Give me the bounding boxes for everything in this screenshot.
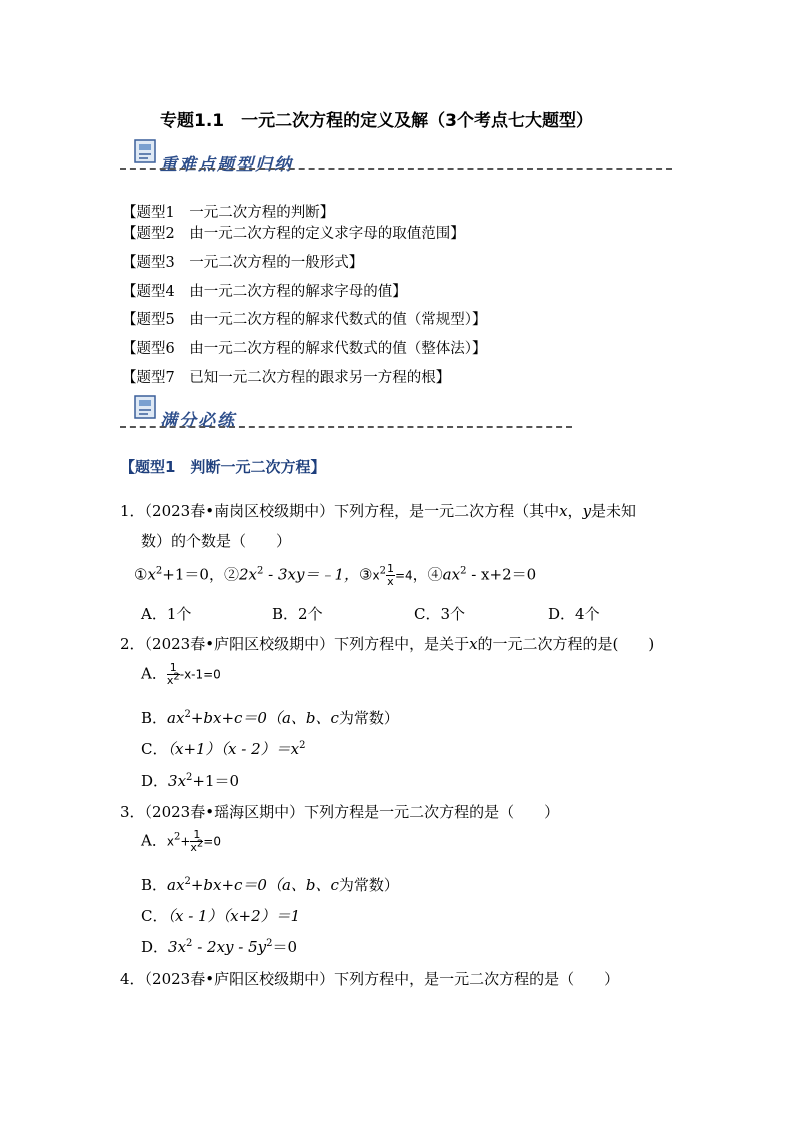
item-marker: ① [134, 565, 148, 584]
equation-term: 3x [168, 938, 187, 956]
exponent: 2 [155, 565, 163, 577]
section-divider [120, 426, 572, 428]
item-marker: ④ [427, 565, 443, 584]
question-text: 2．（2023春•庐阳区校级期中）下列方程中，是关于 [120, 635, 470, 653]
option-label: B． [141, 709, 168, 727]
equation-term: =4 [394, 568, 413, 583]
variable: y [582, 502, 592, 520]
equation-term: 为常数） [338, 709, 399, 727]
option-label: B． [141, 876, 168, 894]
option-label: A． [141, 831, 167, 850]
type1-heading: 【题型1 判断一元二次方程】 [120, 458, 326, 476]
variable: x [469, 635, 478, 653]
question-1-line1 [120, 500, 636, 521]
option-label: A． [141, 664, 167, 683]
option-label: C． [141, 907, 168, 925]
toc-item-1: 【题型1 一元二次方程的判断】 [122, 205, 335, 221]
section-heading-key-types: 重难点题型归纳 [160, 155, 293, 175]
variable: a、b、c [281, 876, 339, 894]
punctuation: ， [412, 565, 428, 584]
equation-term: ax [167, 876, 185, 894]
equation-term: -x-1=0 [179, 667, 221, 682]
equation-term: （x - 1）（x+2）＝1 [167, 907, 301, 925]
section-divider [120, 168, 672, 170]
option-label: C． [141, 740, 168, 758]
exponent: 2 [299, 740, 306, 751]
equation-term: 2x [238, 565, 257, 584]
equation-term: +bx+c＝0（ [190, 876, 282, 894]
option-d[interactable]: D．4个 [548, 605, 600, 623]
toc-item-3: 【题型3 一元二次方程的一般形式】 [122, 255, 364, 271]
question-text: 的一元二次方程的是( ) [477, 635, 655, 653]
exponent: 2 [256, 565, 264, 577]
page-title: 专题1.1 一元二次方程的定义及解（3个考点七大题型） [160, 111, 593, 131]
punctuation: ， [567, 502, 583, 520]
equation-term: x [166, 834, 174, 849]
question-2-stem [120, 633, 654, 654]
exponent: 2 [460, 565, 467, 577]
section-heading-practice: 满分必练 [160, 411, 236, 431]
equation-term: （x+1）（x - 2）＝x [167, 740, 300, 758]
option-b[interactable] [141, 707, 399, 728]
exponent: 2 [186, 938, 193, 949]
equation-term: ax [167, 709, 185, 727]
item-marker: ③ [359, 565, 373, 584]
option-a[interactable] [141, 662, 221, 687]
equation-term: =0 [203, 834, 221, 849]
toc-item-6: 【题型6 由一元二次方程的解求代数式的值（整体法）】 [122, 341, 487, 357]
fraction: $\frac{1}{x^2}$ [190, 828, 204, 854]
option-label: D． [141, 938, 169, 956]
question-1-equations [134, 563, 536, 588]
equation-term: +bx+c＝0（ [190, 709, 282, 727]
exponent: 2 [184, 876, 191, 887]
exponent: 2 [173, 831, 181, 843]
exponent: 2 [186, 772, 193, 783]
equation-term: +1＝0 [192, 772, 240, 790]
question-3-stem: 3．（2023春•瑶海区期中）下列方程是一元二次方程的是（ ） [120, 803, 560, 821]
option-a[interactable]: A．1个 [141, 605, 192, 623]
equation-term: x [372, 568, 380, 583]
option-b[interactable] [141, 874, 399, 895]
variable: a、b、c [281, 709, 339, 727]
document-icon [134, 395, 156, 419]
item-marker: ② [223, 565, 239, 584]
option-c[interactable]: C．3个 [414, 605, 466, 623]
question-number: 1． [120, 502, 145, 520]
toc-item-7: 【题型7 已知一元二次方程的跟求另一方程的根】 [122, 370, 451, 386]
fraction: $\frac{1}{x}$ [386, 562, 394, 588]
toc-item-5: 【题型5 由一元二次方程的解求代数式的值（常规型）】 [122, 312, 487, 328]
option-d[interactable] [141, 770, 239, 791]
option-b[interactable]: B．2个 [272, 605, 323, 623]
question-text: （2023春•南岗区校级期中）下列方程，是一元二次方程（其中 [144, 502, 560, 520]
equation-term: ax [442, 565, 461, 584]
question-4-stem: 4．（2023春•庐阳区校级期中）下列方程中，是一元二次方程的是（ ） [120, 970, 620, 988]
question-text: 是未知 [591, 502, 637, 520]
option-a[interactable]: A．$x^2+$ $\frac{1}{x^2}$ =0 [141, 828, 221, 854]
equation-term: - 2xy - 5y [192, 938, 267, 956]
toc-item-2: 【题型2 由一元二次方程的定义求字母的取值范围】 [122, 226, 465, 242]
equation-term: - x+2＝0 [466, 565, 537, 584]
option-c[interactable] [141, 738, 306, 759]
option-label: D． [141, 772, 169, 790]
variable: x [559, 502, 568, 520]
option-d[interactable] [141, 936, 297, 957]
document-icon [134, 139, 156, 163]
fraction: $\frac{1}{x^2}$ [166, 661, 180, 687]
equation-term: ＝0 [272, 938, 298, 956]
option-c[interactable] [141, 905, 300, 926]
equation-term: x [147, 565, 156, 584]
equation-term: 为常数） [338, 876, 399, 894]
toc-item-4: 【题型4 由一元二次方程的解求字母的值】 [122, 284, 407, 300]
equation-term: 3x [168, 772, 187, 790]
equation-term: +1＝0， [162, 565, 224, 584]
exponent: 2 [184, 709, 191, 720]
question-1-line2: 数）的个数是（ ） [141, 532, 292, 550]
exponent: 2 [266, 938, 273, 949]
equation-term: - 3xy＝﹣1， [263, 565, 359, 584]
exponent: 2 [379, 565, 386, 577]
